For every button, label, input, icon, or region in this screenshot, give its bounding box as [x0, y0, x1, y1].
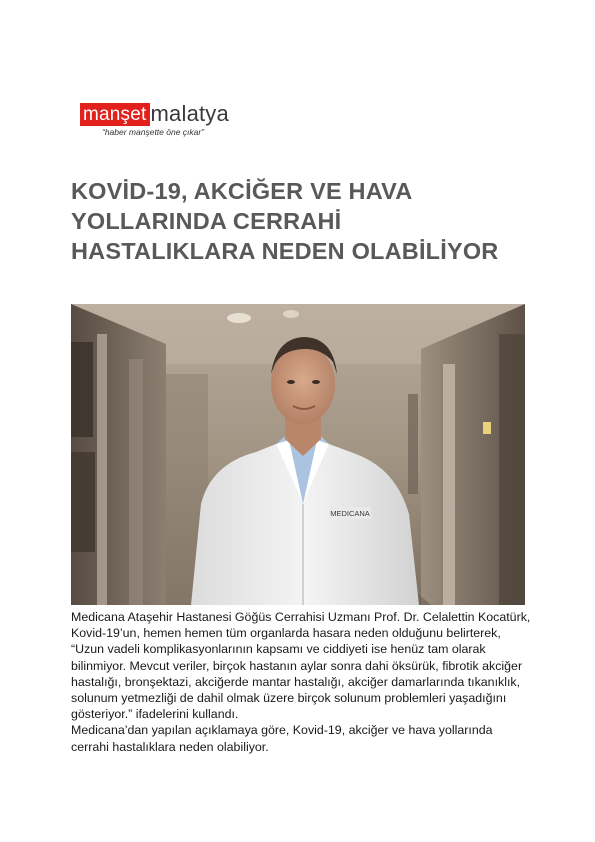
site-logo[interactable] [80, 100, 229, 137]
logo-slogan: “haber manşette öne çıkar” [102, 127, 205, 137]
logo-dark-part: malatya [150, 101, 229, 126]
coat-logo: MEDICANA [330, 509, 370, 518]
article-photo [71, 304, 525, 605]
logo-red-part: manşet [80, 103, 150, 126]
paragraph-1: Medicana Ataşehir Hastanesi Göğüs Cerrahisi Uzmanı Prof. Dr. Celalettin Kocatürk, Kovid-19’un, hemen hemen tüm organlarda hasara neden olduğunu belirterek, “Uzun vadeli komplikasyonlarının kapsamı ve ciddiyeti ise henüz tam olarak bilinmiyor. Mevcut veriler, birçok hastanın aylar sonra dahi öksürük, fibrotik akciğer hastalığı, bronşektazi, akciğerde mantar hastalığı, akciğer damarlarında tıkanıklık, solunum yetmezliği de dahil olmak üzere birçok solunum problemleri yaşadığını gösteriyor.” ifadelerini kullandı. [71, 610, 531, 722]
article-headline: KOVİD-19, AKCİĞER VE HAVA YOLLARINDA CERRAHİ HASTALIKLARA NEDEN OLABİLİYOR [71, 178, 499, 264]
paragraph-2: Medicana’dan yapılan açıklamaya göre, Kovid-19, akciğer ve hava yollarında cerrahi hastalıklara neden olabiliyor. [71, 723, 493, 754]
article-body [71, 609, 531, 755]
logo-wordmark [80, 100, 229, 126]
